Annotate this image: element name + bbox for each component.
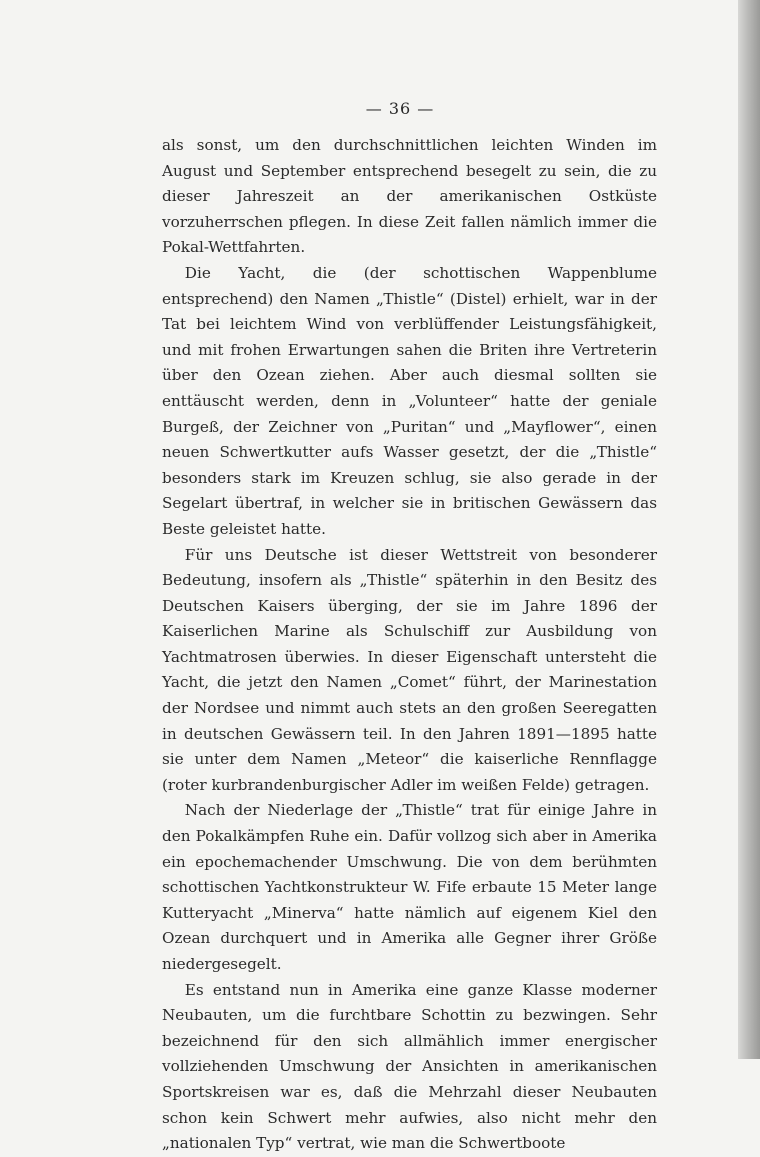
page-edge-shadow (738, 0, 760, 1059)
paragraph-5: Es entstand nun in Amerika eine ganze Klasse moderner Neubauten, um die furchtbare Schottin zu bezwingen. Sehr bezeichnend für den sich allmählich immer energischer vollziehenden Umschwung der Ansichten in amerikanischen Sportskreisen war es, daß die Mehrzahl dieser Neubauten schon kein Schwert mehr aufwies, also nicht mehr den „nationalen Typ“ vertrat, wie man die Schwertboote (162, 980, 657, 1153)
page-number: — 36 — (365, 99, 435, 118)
paragraph-2: Die Yacht, die (der schottischen Wappenblume entsprechend) den Namen „Thistle“ (Distel) erhielt, war in der Tat bei leichtem Wind von verblüffender Leistungsfähigkeit, und mit frohen Erwartungen sahen die Briten ihre Vertreterin über den Ozean ziehen. Aber auch diesmal sollten sie enttäuscht werden, denn in „Volunteer“ hatte der geniale Burgeß, der Zeichner von „Puritan“ und „Mayflower“, einen neuen Schwertkutter aufs Wasser gesetzt, der die „Thistle“ besonders stark im Kreuzen schlug, sie also gerade in der Segelart übertraf, in welcher sie in britischen Gewässern das Beste geleistet hatte. (162, 263, 657, 538)
paragraph-4: Nach der Niederlage der „Thistle“ trat für einige Jahre in den Pokalkämpfen Ruhe ein. Dafür vollzog sich aber in Amerika ein epochemachender Umschwung. Die von dem berühmten schottischen Yachtkonstrukteur W. Fife erbaute 15 Meter lange Kutteryacht „Minerva“ hatte nämlich auf eigenem Kiel den Ozean durchquert und in Amerika alle Gegner ihrer Größe niedergesegelt. (162, 801, 657, 973)
body-text (162, 133, 657, 1157)
paragraph-3: Für uns Deutsche ist dieser Wettstreit von besonderer Bedeutung, insofern als „Thistle“ späterhin in den Besitz des Deutschen Kaisers überging, der sie im Jahre 1896 der Kaiserlichen Marine als Schulschiff zur Ausbildung von Yachtmatrosen überwies. In dieser Eigenschaft untersteht die Yacht, die jetzt den Namen „Comet“ führt, der Marinestation der Nordsee und nimmt auch stets an den großen Seeregatten in deutschen Gewässern teil. In den Jahren 1891—1895 hatte sie unter dem Namen „Meteor“ die kaiserliche Rennflagge (roter kurbrandenburgischer Adler im weißen Felde) getragen. (162, 545, 657, 794)
paragraph-1: als sonst, um den durchschnittlichen leichten Winden im August und September entsprechend besegelt zu sein, die zu dieser Jahreszeit an der amerikanischen Ostküste vorzuherrschen pflegen. In diese Zeit fallen nämlich immer die Pokal-Wettfahrten. (162, 136, 657, 257)
